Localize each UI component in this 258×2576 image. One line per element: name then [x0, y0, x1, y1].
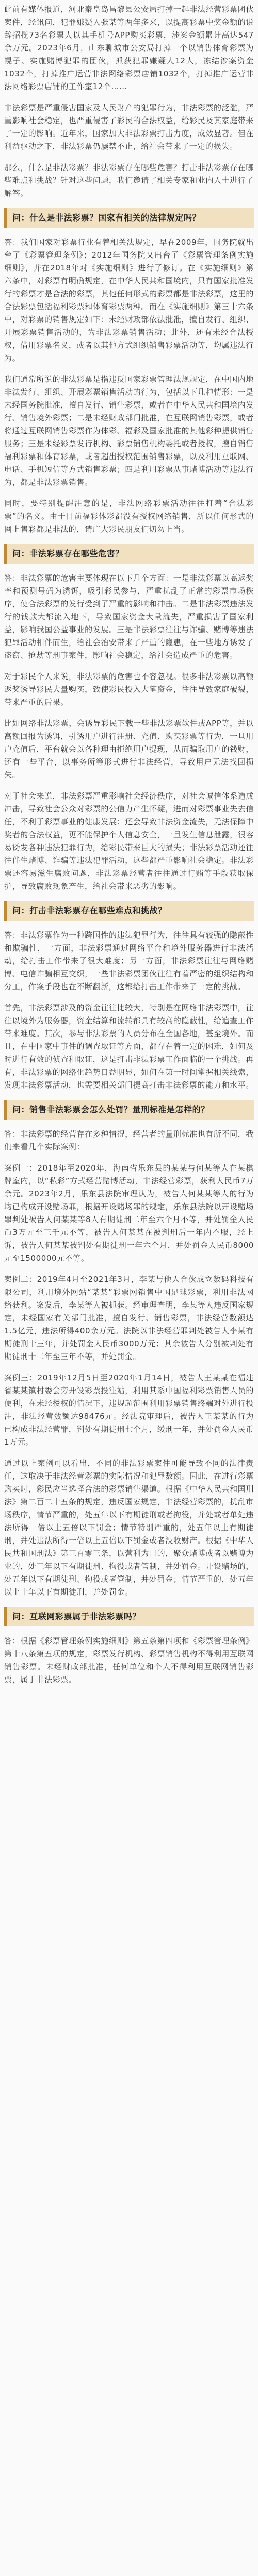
question-heading [4, 1607, 254, 1626]
paragraph: 非法彩票是严重侵害国家及人民财产的犯罪行为，非法彩票的泛滥，严重影响社会稳定，也严重侵害了彩民的合法权益，给彩民及其家庭带来了一定的影响。近年来，国家加大非法彩票打击力度，成效显著。但在利益驱动之下，非法彩票仍屡禁不止，给社会带来了一定的损失。 [4, 103, 254, 151]
paragraph: 同时，要特别提醒注意的是，非法网络彩票活动往往打着“合法彩票”的名义。由于目前福彩体彩都没有授权网络销售，所以任何形式的网上售彩都是非法的，请广大彩民朋友们切勿上当。 [4, 499, 254, 534]
question-heading [4, 208, 254, 228]
paragraph: 比如网络非法彩票，会诱导彩民下载一些非法彩票软件或APP等，并以高额回报为诱饵，引诱用户进行注册、充值、购买彩票等行为，一旦用户充值后，平台就会以各种理由拒绝用户提现，从而骗取用户的钱财，还有一些平台，以事务所等形式进行非法经营，导致用户无法找回损失。 [4, 719, 254, 779]
question-text: 问：非法彩票存在哪些危害？ [12, 549, 124, 558]
paragraph: 对于社会来说，非法彩票严重影响社会经济秩序，对社会诚信体系造成冲击，导致社会公众对彩票的公信力产生怀疑，进而对彩票事业失去信任，不利于彩票事业的健康发展；还会导致非法资金流失，无法保障中奖者的合法权益，更不能保护个人信息安全，一旦发生信息泄露，很容易诱发各种违法犯罪行为，给彩民带来巨大的损失；非法彩票活动还往往伴生赌博、诈骗等违法犯罪活动，这些都严重影响社会稳定。非法彩票还容易滋生腐败问题，非法彩票经营者往往通过行贿等手段获取保护，导致腐败现象产生，给社会带来恶劣的影响。 [4, 791, 254, 891]
paragraph: 那么，什么是非法彩票？非法彩票存在哪些危害？打击非法彩票存在哪些难点和挑战？针对这些问题，我们邀请了相关专家和业内人士进行了解答。 [4, 163, 254, 198]
paragraph: 此前有媒体报道，河北秦皇岛昌黎县公安局打掉一起非法经营彩票团伙案件，经讯问，犯罪嫌疑人张某等两年多来，以提高彩票中奖金额的说辞招揽73名彩票人以其手机号APP购买彩票，涉案金额累计高达547余万元。2023年6月，山东聊城市公安局打掉一个以销售体育彩票为幌子、实施赌博犯罪的团伙，抓获犯罪嫌疑人12人，冻结涉案资金1032个，打掉推广运营非法网络彩票店铺1032个，打掉推广运营非法网络彩票店铺的工作室12个…… [4, 5, 254, 91]
paragraph: 通过以上案例可以看出，不同的非法彩票案件可能导致不同的法律责任，这取决于非法经营彩票的实际情况和犯罪数额。因此，在进行彩票购买时，彩民应当选择合法的彩票销售渠道。根据《中华人民共和国刑法》第二百二十五条的规定，违反国家规定，非法经营彩票的，扰乱市场秩序，情节严重的，处五年以下有期徒刑或者拘役，并处或者单处违法所得一倍以上五倍以下罚金；情节特别严重的，处五年以上有期徒刑，并处违法所得一倍以上五倍以下罚金或者没收财产。根据《中华人民共和国刑法》第三百零三条，以营利为目的，聚众赌博或者以赌博为业的，处三年以下有期徒刑、拘役或者管制，并处罚金。开设赌场的，处五年以下有期徒刑、拘役或者管制，并处罚金；情节严重的，处五年以上十年以下有期徒刑，并处罚金。 [4, 1459, 254, 1597]
paragraph: 答：非法彩票作为一种跨国性的违法犯罪行为，往往具有较强的隐蔽性和欺骗性，一方面，非法彩票通过网络平台和境外服务器进行非法活动，给打击工作带来了很大难度；另一方面，非法彩票往往与网络赌博、电信诈骗相互交织，一些非法彩票团伙往往有着严密的组织结构和分工，作案手段也在不断翻新，这都给打击工作带来了一定的挑战。 [4, 930, 254, 991]
paragraph: 答：根据《彩票管理条例实施细则》第五条第四项和《彩票管理条例》第十八条第五项的规定，彩票发行机构、彩票销售机构不得利用互联网销售彩票。未经财政部批准，任何单位和个人不得利用互联网销售彩票，属于非法彩票。 [4, 1636, 254, 1684]
paragraph: 案例二：2019年4月至2021年3月，李某与他人合伙成立数码科技有限公司，利用境外网站“某某”彩票网销售中国足球彩票，利用非法网络获利。案发后，李某等人被抓获。经审理查明，李某等人违反国家规定，未经国家有关部门批准，擅自发行、销售彩票，非法经营数额达1.5亿元，违法所得400余万元。法院以非法经营罪判处被告人李某有期徒刑十三年，并处罚金人民币3000万元；其余被告人分别被判处有期徒刑十二年至三年不等，并处罚金。 [4, 1275, 254, 1361]
paragraph: 案例三：2019年12月5日至2020年1月14日，被告人王某某在福建省某某镇村委会旁开设彩票投注站，利用其系中国福利彩票销售人员的便利，在未经授权的情况下，违规超范围利用彩票销售终端对外进行投注，非法经营数额达98476元。经法院审理后，被告人王某某的行为已构成非法经营罪，判处有期徒刑七个月，缓刑一年，并处罚金人民币1万元。 [4, 1373, 254, 1447]
paragraph: 首先，非法彩票涉及的资金往往比较大，特别是在网络非法彩票中，往往以境外为服务器，资金结算和流转都具有较高的隐蔽性，给追查工作带来难度。其次，参与非法彩票的人员分布在全国各地，甚至境外。而且，在中国家中事件的调查取证等方面，都存在着一定的困难，如何及时进行有效的侦查和取证，这是打击非法彩票工作面临的一个挑战。再有，非法彩票的网络化趋势日益明显，如何在第一时间掌握相关线索，发现非法彩票活动，也需要相关部门提高打击非法彩票的能力和水平。 [4, 1003, 254, 1090]
question-heading [4, 901, 254, 921]
question-heading [4, 1100, 254, 1120]
paragraph: 我们通常所说的非法彩票是指违反国家彩票管理法规规定，在中国内地非法发行、组织、开展彩票销售活动的行为，包括以下几种情形：一是未经国务院批准，擅自发行、销售彩票，或者在中华人民共和国境内发行、销售境外彩票；二是未经财政部门批准，在互联网销售彩票，或者将通过互联网销售彩票作为体彩、福彩及国家批准的其他彩种提供销售服务；三是未经彩票发行机构、彩票销售机构委托或者授权，擅自销售福利彩票和体育彩票，或者超出授权范围销售彩票，以及利用互联网、电话、手机短信等方式销售彩票；四是利用彩票从事赌博活动等违法行为，都是非法彩票销售。 [4, 375, 254, 487]
paragraph: 答：非法彩票的危害主要体现在以下几个方面：一是非法彩票以高返奖率和预测号码为诱饵，吸引彩民参与，严重扰乱了正常的彩票市场秩序，使合法彩票的发行受到了严重的影响和冲击。二是非法彩票违法发行的钱款大都流入地下，导致国家资金大量流失，严重损害了国家利益，影响我国公益事业的发展。三是非法彩票往往与诈骗、赌博等违法犯罪活动相伴而生，给社会治安带来了严重的隐患，在一些地方诱发了盗窃、抢劫等刑事案件，影响社会稳定，给社会造成严重的危害。 [4, 573, 254, 660]
question-text: 问：互联网彩票属于非法彩票吗？ [12, 1612, 141, 1621]
paragraph: 答：我们国家对彩票行业有着相关法规定，早在2009年，国务院就出台了《彩票管理条例》；2012年国务院又出台了《彩票管理条例实施细则》，并在2018年对《实施细则》进行了修订。在《实施细则》第六条中，对彩票有明确规定，在中华人民共和国境内，只有国家批准发行的彩票才是合法的彩票，其他任何形式的彩票都是非法彩票，这里的合法彩票包括福利彩票和体育彩票两种。而在《实施细则》第三十六条中，对彩票的销售规定如下：未经财政部依法批准，擅自发行、组织、开展彩票销售活动的，为非法彩票销售活动；此外，还有未经合法授权，借用彩票名义，或者以其他方式组织销售彩票活动等，均属违法行为。 [4, 238, 254, 363]
question-text: 问：打击非法彩票存在哪些难点和挑战？ [12, 906, 167, 916]
question-text: 问：销售非法彩票会怎么处罚？量刑标准是怎样的？ [12, 1105, 209, 1114]
question-heading [4, 544, 254, 564]
paragraph: 案例一：2018年至2020年，海南省乐东县的某某与何某等人在某棋牌室内，以“私彩”方式经营赌博活动，非法经营彩票，获利人民币7万余元。2023年2月，乐东县法院审理认为，被告人何某某等人的行为均已构成开设赌场罪，根据开设赌场罪的规定，乐东县法院以开设赌场罪判处被告人何某某等8人有期徒刑二年至六个月不等，并处罚金人民币3万元至三千元不等，被告人何某某在被判刑后一年内不服，经上诉，被告人何某某被判处有期徒刑一年六个月，并处罚金人民币8000元至1500000元不等。 [4, 1163, 254, 1263]
paragraph: 答：非法彩票的经营存在多种情况，经营者的量刑标准也有所不同，我们来看几个实际案例： [4, 1129, 254, 1151]
paragraph: 对于彩民个人来说，非法彩票的危害也不容忽视。很多非法彩票以高额返奖诱导彩民大量购买，致使彩民投入大笔资金，往往导致家庭破裂，带来严重的后果。 [4, 672, 254, 707]
question-text: 问：什么是非法彩票？国家有相关的法律规定吗？ [12, 213, 201, 223]
